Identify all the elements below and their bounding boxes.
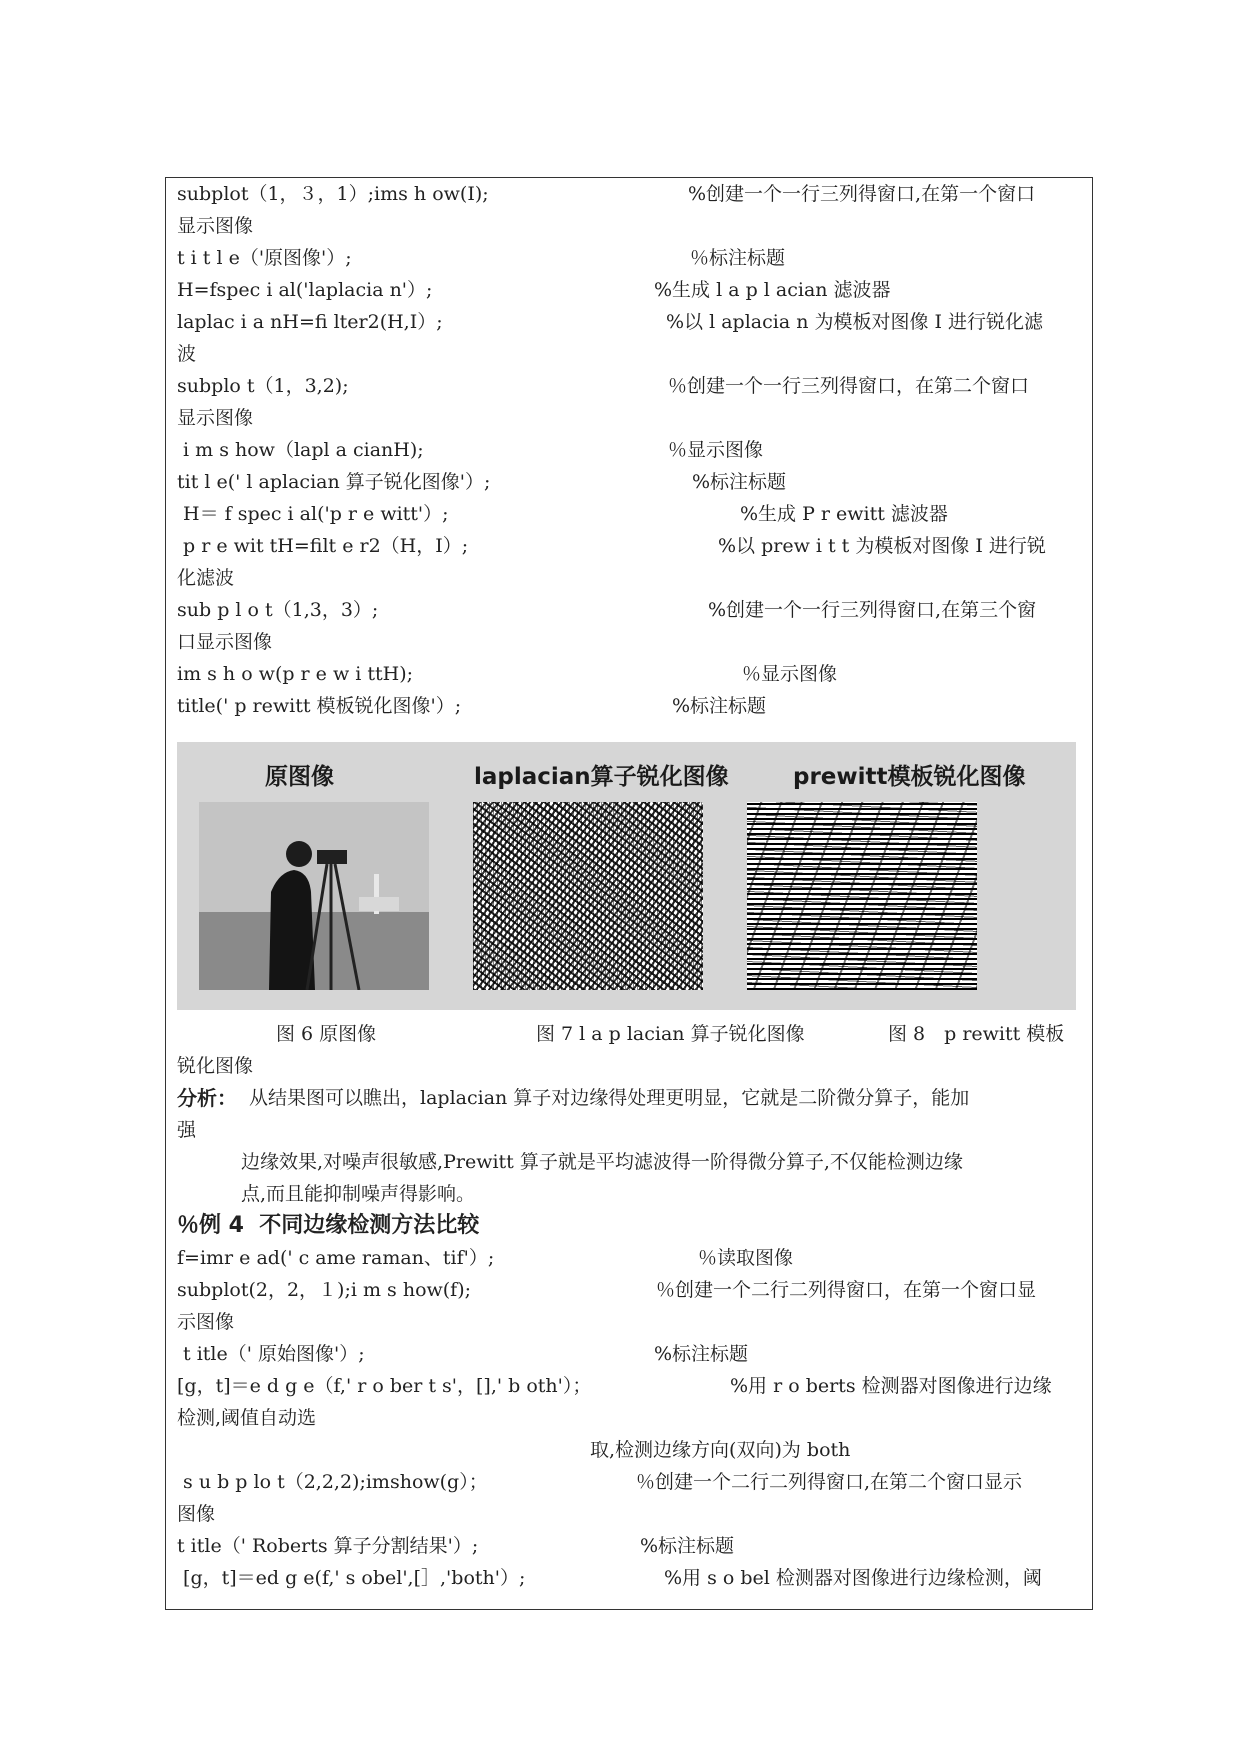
result-figure: [177, 742, 1076, 1010]
analysis-label: 分析：: [177, 1086, 237, 1110]
figure-title-laplacian: laplacian算子锐化图像: [474, 764, 729, 790]
text-line: 取,检测边缘方向(双向)为 both: [590, 1439, 851, 1461]
code-comment: ％显示图像: [668, 439, 764, 461]
caption-fig7: 图 7 l a p lacian 算子锐化图像: [536, 1023, 805, 1045]
code-comment: %创建一个一行三列得窗口,在第一个窗口: [688, 183, 1036, 205]
code-comment: %用 r o berts 检测器对图像进行边缘: [730, 1375, 1052, 1397]
code-line: t itle（' 原始图像'）;: [177, 1343, 365, 1365]
code-comment: ％创建一个一行三列得窗口，在第二个窗口: [668, 375, 1030, 397]
text-line: 检测,阈值自动选: [177, 1407, 317, 1429]
figure-title-original: 原图像: [265, 764, 334, 790]
code-comment: %用 s o bel 检测器对图像进行边缘检测，阈: [664, 1567, 1042, 1589]
caption-fig8-continued: 锐化图像: [177, 1055, 254, 1077]
caption-fig8: 图 8 p rewitt 模板: [888, 1023, 1065, 1045]
code-line: [g，t]＝ed g e(f,' s obel',[］,'both'）;: [177, 1567, 526, 1589]
analysis-text: 从结果图可以瞧出，laplacian 算子对边缘得处理更明显，它就是二阶微分算子，能加: [249, 1087, 970, 1109]
code-line: H=fspec i al('laplacia n'）;: [177, 279, 433, 301]
code-line: tit l e(' l aplacian 算子锐化图像'）;: [177, 471, 491, 493]
code-line: laplac i a nH=fi lter2(H,I）;: [177, 311, 443, 333]
analysis-text: 强: [177, 1119, 197, 1141]
original-image: [199, 802, 429, 990]
text-line: 显示图像: [177, 407, 254, 429]
code-comment: %标注标题: [672, 695, 767, 717]
code-line: title(' p rewitt 模板锐化图像'）;: [177, 695, 462, 717]
text-line: 示图像: [177, 1311, 235, 1333]
cameraman-photo: [199, 802, 429, 990]
code-line: subplot(2，2，１);i m s how(f);: [177, 1279, 472, 1301]
figure-title-prewitt: prewitt模板锐化图像: [793, 764, 1026, 790]
text-line: 化滤波: [177, 567, 235, 589]
code-comment: ％标注标题: [690, 247, 786, 269]
code-line: subplo t（1，3,2);: [177, 375, 349, 397]
code-comment: %以 prew i t t 为模板对图像 I 进行锐: [718, 535, 1046, 557]
text-line: 口显示图像: [177, 631, 273, 653]
code-comment: %标注标题: [654, 1343, 749, 1365]
code-line: i m s how（lapl a cianH);: [177, 439, 424, 461]
code-line: f=imr e ad(' c ame raman、tif'）;: [177, 1247, 495, 1269]
code-line: p r e wit tH=filt e r2（H，I）;: [177, 535, 469, 557]
laplacian-image: [473, 802, 703, 990]
code-line: t itle（' Roberts 算子分割结果'）;: [177, 1535, 479, 1557]
prewitt-image: [747, 802, 977, 990]
code-comment: %以 l aplacia n 为模板对图像 I 进行锐化滤: [666, 311, 1044, 333]
code-comment: %生成 l a p l acian 滤波器: [654, 279, 891, 301]
code-comment: %标注标题: [640, 1535, 735, 1557]
code-comment: ％读取图像: [698, 1247, 794, 1269]
code-comment: ％创建一个二行二列得窗口,在第二个窗口显示: [636, 1471, 1023, 1493]
text-line: 显示图像: [177, 215, 254, 237]
text-line: 波: [177, 343, 197, 365]
caption-fig6: 图 6 原图像: [276, 1023, 377, 1045]
code-comment: %标注标题: [692, 471, 787, 493]
code-line: [g，t]＝e d g e（f,' r o ber t s'，[],' b oth'）；: [177, 1375, 592, 1397]
text-line: 图像: [177, 1503, 216, 1525]
code-line: t i t l e（'原图像'）;: [177, 247, 352, 269]
code-line: s u b p lo t（2,2,2);imshow(g）；: [177, 1471, 488, 1493]
analysis-text: 边缘效果,对噪声很敏感,Prewitt 算子就是平均滤波得一阶得微分算子,不仅能检测边缘: [241, 1151, 963, 1173]
analysis-text: 点,而且能抑制噪声得影响。: [241, 1183, 476, 1205]
code-line: sub p l o t（1,3，3）;: [177, 599, 379, 621]
code-line: H＝ f spec i al('p r e witt'）;: [177, 503, 449, 525]
code-line: subplot（1，３，1）;ims h ow(I);: [177, 183, 489, 205]
code-line: im s h o w(p r e w i ttH);: [177, 663, 414, 685]
code-comment: %生成 P r ewitt 滤波器: [740, 503, 948, 525]
code-comment: %创建一个一行三列得窗口,在第三个窗: [708, 599, 1037, 621]
example-heading: ％例 4 不同边缘检测方法比较: [177, 1213, 480, 1238]
code-comment: ％创建一个二行二列得窗口，在第一个窗口显: [656, 1279, 1037, 1301]
code-comment: ％显示图像: [742, 663, 838, 685]
